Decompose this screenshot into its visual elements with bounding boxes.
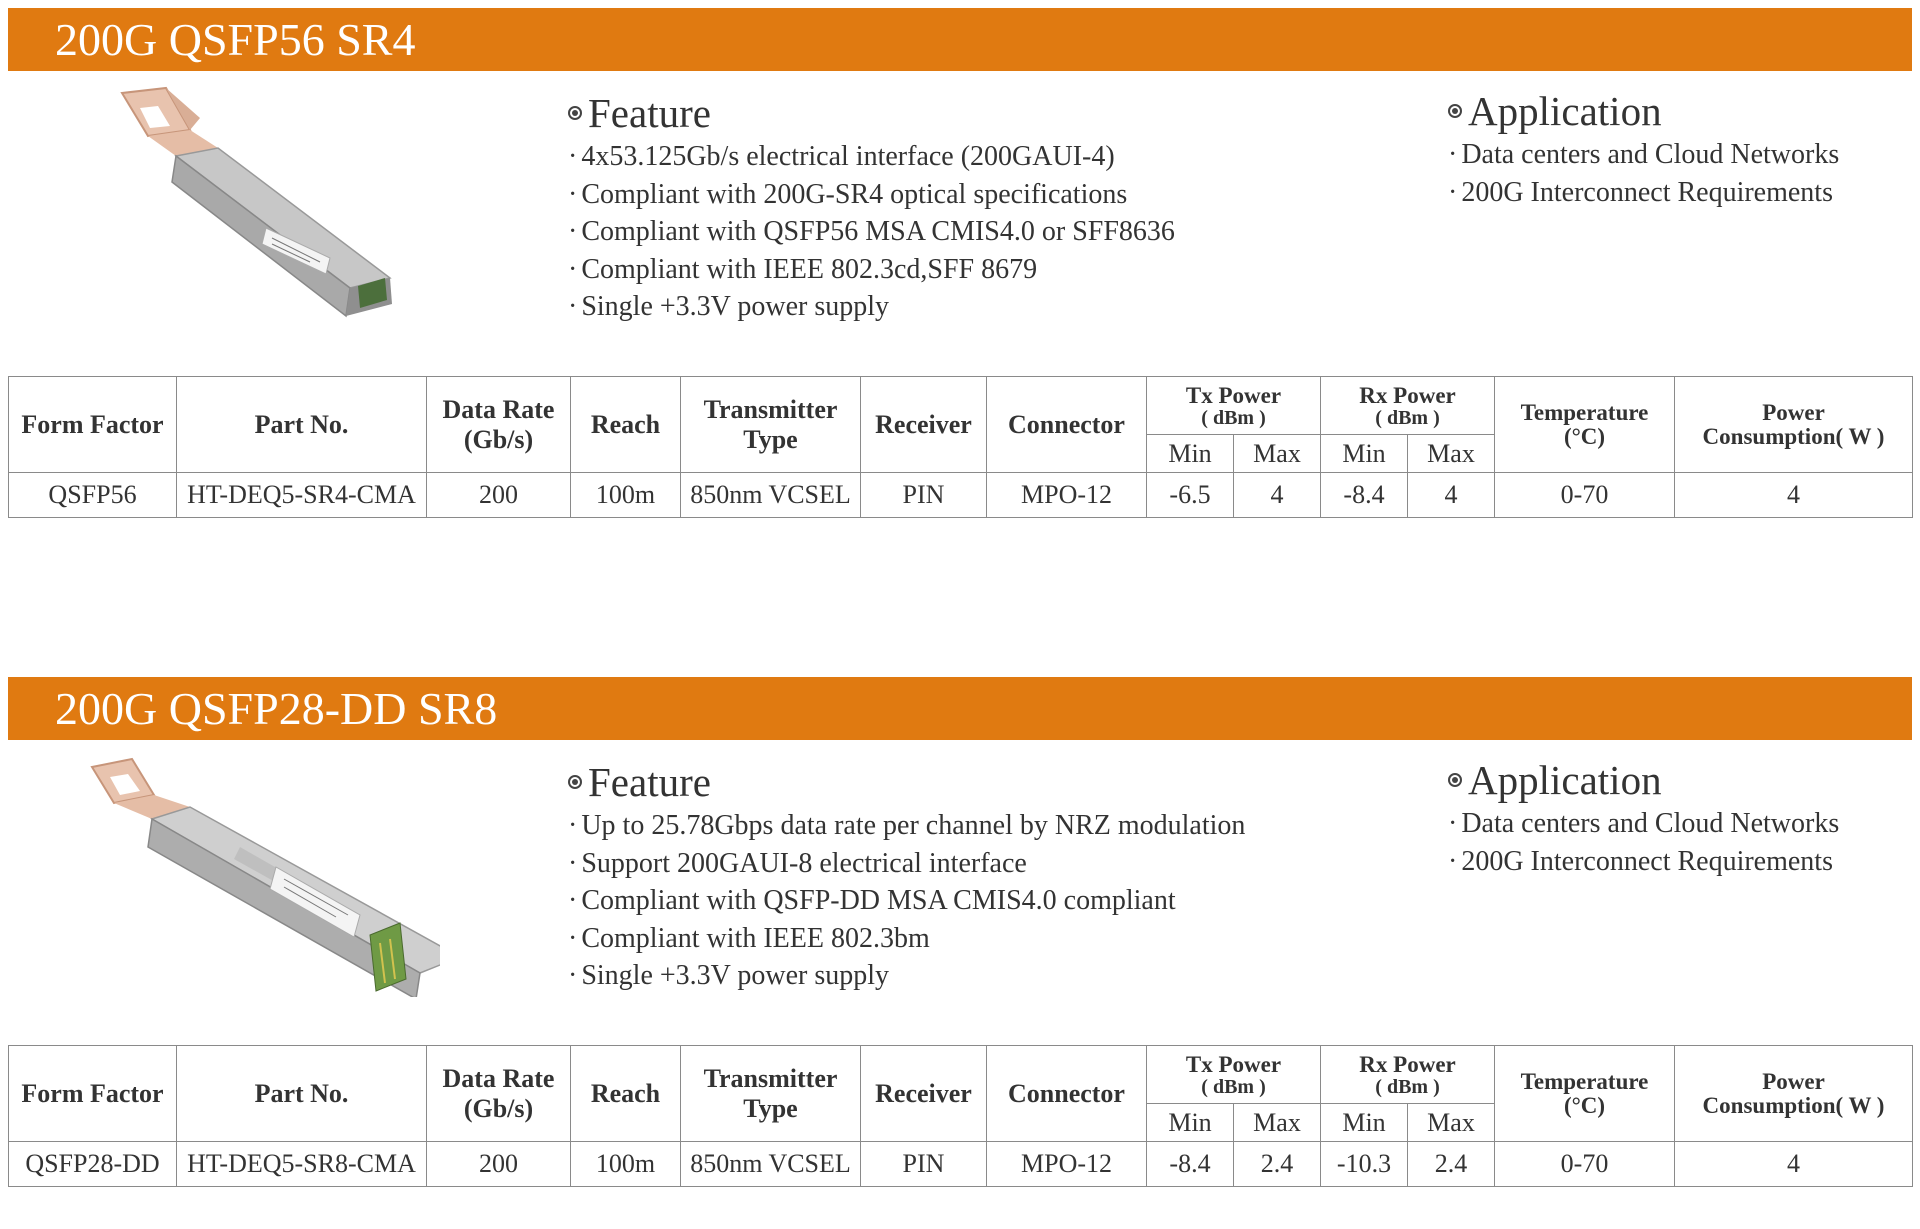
cell-part-no: HT-DEQ5-SR4-CMA	[177, 473, 427, 518]
header-temperature: Temperature (°C)	[1495, 1046, 1675, 1142]
header-form-factor: Form Factor	[9, 1046, 177, 1142]
application-list	[1448, 136, 1908, 211]
application-item: · Data centers and Cloud Networks	[1448, 805, 1908, 843]
table-row	[9, 1142, 1913, 1187]
application-list	[1448, 805, 1908, 880]
spec-table	[8, 376, 1913, 518]
application-item: · 200G Interconnect Requirements	[1448, 843, 1908, 881]
feature-item: · Single +3.3V power supply	[568, 957, 1328, 995]
radio-bullet-icon	[1448, 104, 1462, 118]
header-reach: Reach	[571, 377, 681, 473]
feature-block	[568, 88, 1328, 326]
product-section-qsfp56-sr4	[0, 0, 1920, 560]
application-block	[1448, 86, 1908, 211]
cell-temperature: 0-70	[1495, 1142, 1675, 1187]
qsfp56-transceiver-image	[40, 78, 440, 328]
header-part-no: Part No.	[177, 1046, 427, 1142]
header-temperature: Temperature (°C)	[1495, 377, 1675, 473]
header-reach: Reach	[571, 1046, 681, 1142]
header-power: Power Consumption( W )	[1675, 1046, 1913, 1142]
cell-rx-max: 4	[1408, 473, 1495, 518]
feature-item: · Compliant with QSFP56 MSA CMIS4.0 or SFF8636	[568, 213, 1328, 251]
cell-data-rate: 200	[427, 1142, 571, 1187]
header-rx-max: Max	[1408, 435, 1495, 473]
cell-reach: 100m	[571, 473, 681, 518]
header-data-rate: Data Rate (Gb/s)	[427, 1046, 571, 1142]
cell-tx-min: -8.4	[1147, 1142, 1234, 1187]
cell-rx-min: -8.4	[1321, 473, 1408, 518]
spec-table	[8, 1045, 1913, 1187]
header-part-no: Part No.	[177, 377, 427, 473]
feature-list	[568, 138, 1328, 326]
cell-connector: MPO-12	[987, 473, 1147, 518]
header-tx-min: Min	[1147, 435, 1234, 473]
feature-item: · Compliant with 200G-SR4 optical specifications	[568, 176, 1328, 214]
cell-transmitter: 850nm VCSEL	[681, 1142, 861, 1187]
header-form-factor: Form Factor	[9, 377, 177, 473]
header-connector: Connector	[987, 1046, 1147, 1142]
cell-power: 4	[1675, 1142, 1913, 1187]
application-title: Application	[1468, 757, 1662, 803]
feature-block	[568, 757, 1328, 995]
feature-title: Feature	[588, 759, 711, 805]
cell-tx-max: 2.4	[1234, 1142, 1321, 1187]
feature-list	[568, 807, 1328, 995]
application-block	[1448, 755, 1908, 880]
feature-item: · Compliant with IEEE 802.3bm	[568, 920, 1328, 958]
application-item: · Data centers and Cloud Networks	[1448, 136, 1908, 174]
product-section-qsfp28-dd-sr8	[0, 669, 1920, 1229]
cell-rx-min: -10.3	[1321, 1142, 1408, 1187]
feature-title: Feature	[588, 90, 711, 136]
application-title: Application	[1468, 88, 1662, 134]
feature-item: · Compliant with IEEE 802.3cd,SFF 8679	[568, 251, 1328, 289]
cell-power: 4	[1675, 473, 1913, 518]
application-item: · 200G Interconnect Requirements	[1448, 174, 1908, 212]
feature-item: · 4x53.125Gb/s electrical interface (200GAUI-4)	[568, 138, 1328, 176]
cell-form-factor: QSFP56	[9, 473, 177, 518]
header-rx-max: Max	[1408, 1104, 1495, 1142]
qsfp28-dd-transceiver-image	[40, 747, 440, 997]
feature-item: · Compliant with QSFP-DD MSA CMIS4.0 compliant	[568, 882, 1328, 920]
header-transmitter: Transmitter Type	[681, 1046, 861, 1142]
feature-item: · Support 200GAUI-8 electrical interface	[568, 845, 1328, 883]
cell-form-factor: QSFP28-DD	[9, 1142, 177, 1187]
table-row	[9, 473, 1913, 518]
radio-bullet-icon	[568, 775, 582, 789]
cell-receiver: PIN	[861, 1142, 987, 1187]
header-data-rate: Data Rate (Gb/s)	[427, 377, 571, 473]
header-rx-min: Min	[1321, 435, 1408, 473]
cell-data-rate: 200	[427, 473, 571, 518]
header-tx-min: Min	[1147, 1104, 1234, 1142]
header-transmitter: Transmitter Type	[681, 377, 861, 473]
cell-receiver: PIN	[861, 473, 987, 518]
cell-transmitter: 850nm VCSEL	[681, 473, 861, 518]
cell-rx-max: 2.4	[1408, 1142, 1495, 1187]
header-rx-power: Rx Power ( dBm )	[1321, 1046, 1495, 1104]
product-title-banner: 200G QSFP28-DD SR8	[8, 677, 1912, 740]
cell-temperature: 0-70	[1495, 473, 1675, 518]
header-power: Power Consumption( W )	[1675, 377, 1913, 473]
header-receiver: Receiver	[861, 377, 987, 473]
feature-item: · Up to 25.78Gbps data rate per channel by NRZ modulation	[568, 807, 1328, 845]
header-rx-min: Min	[1321, 1104, 1408, 1142]
cell-part-no: HT-DEQ5-SR8-CMA	[177, 1142, 427, 1187]
radio-bullet-icon	[1448, 773, 1462, 787]
header-receiver: Receiver	[861, 1046, 987, 1142]
product-title-banner: 200G QSFP56 SR4	[8, 8, 1912, 71]
feature-item: · Single +3.3V power supply	[568, 288, 1328, 326]
header-tx-max: Max	[1234, 1104, 1321, 1142]
header-tx-power: Tx Power ( dBm )	[1147, 377, 1321, 435]
radio-bullet-icon	[568, 106, 582, 120]
cell-reach: 100m	[571, 1142, 681, 1187]
header-tx-max: Max	[1234, 435, 1321, 473]
header-rx-power: Rx Power ( dBm )	[1321, 377, 1495, 435]
cell-connector: MPO-12	[987, 1142, 1147, 1187]
cell-tx-min: -6.5	[1147, 473, 1234, 518]
header-tx-power: Tx Power ( dBm )	[1147, 1046, 1321, 1104]
cell-tx-max: 4	[1234, 473, 1321, 518]
header-connector: Connector	[987, 377, 1147, 473]
